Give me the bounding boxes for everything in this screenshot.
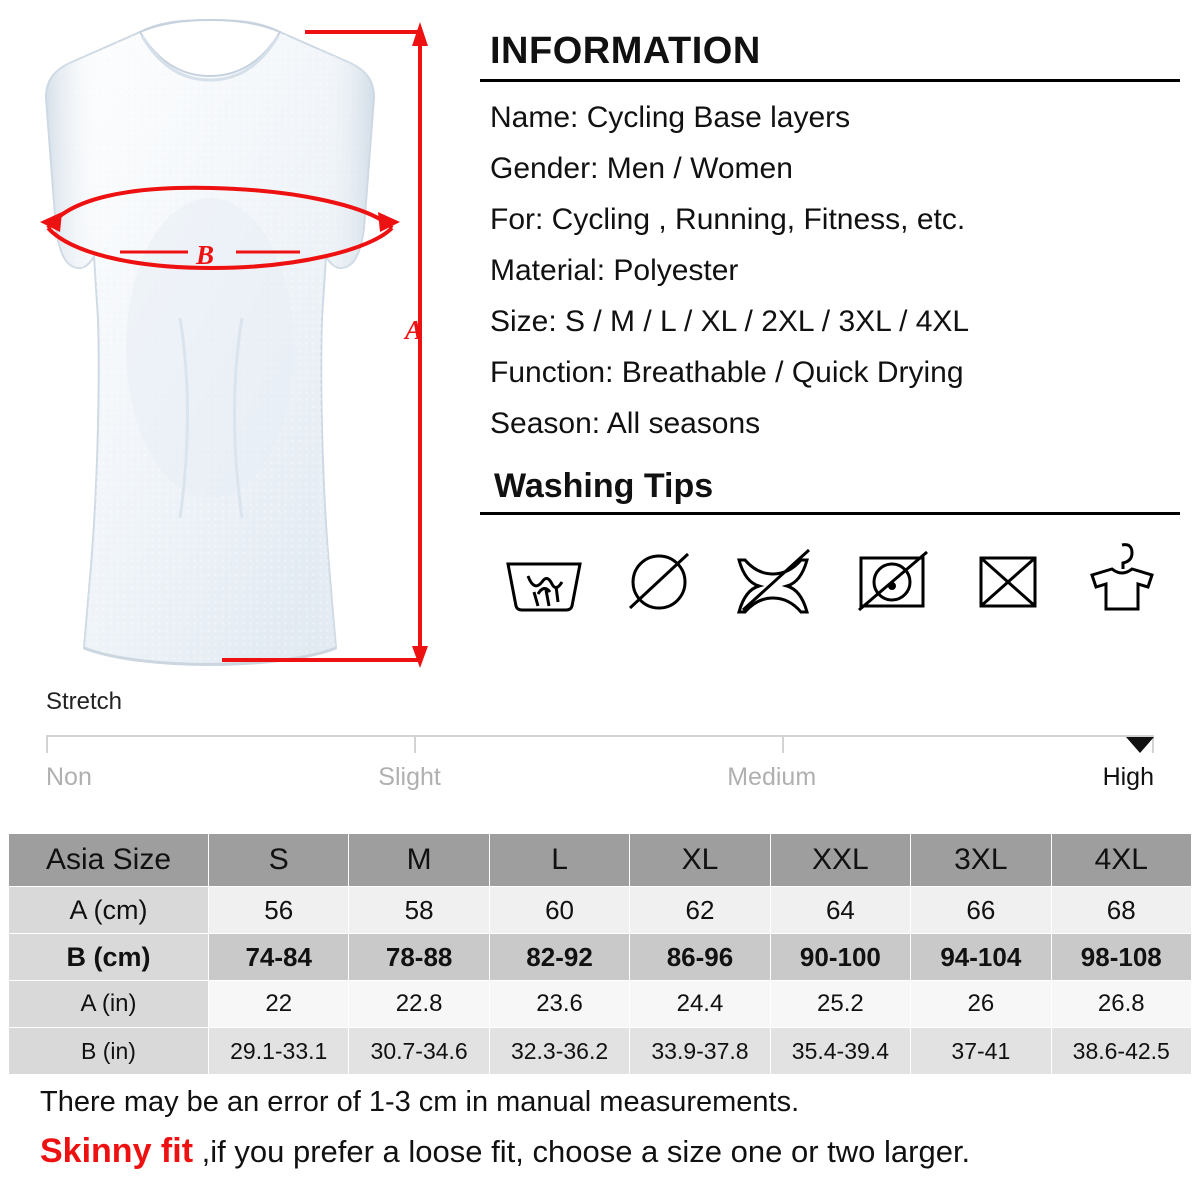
table-header-cell: 3XL	[911, 834, 1051, 887]
info-line-season: Season: All seasons	[490, 407, 761, 440]
table-cell: 38.6-42.5	[1051, 1028, 1191, 1075]
table-cell: 82-92	[489, 934, 629, 981]
divider	[480, 79, 1180, 82]
table-cell: 60	[489, 887, 629, 934]
stretch-selected-marker	[1126, 737, 1154, 753]
table-row	[9, 981, 1192, 1028]
information-list	[480, 92, 1180, 449]
do-not-tumble-dry-icon	[847, 542, 939, 614]
scale-label-high: High	[1102, 763, 1154, 791]
scale-label-medium: Medium	[727, 763, 817, 791]
information-pane	[470, 0, 1200, 720]
measure-label-a: A	[405, 315, 424, 345]
row-label: A (in)	[9, 981, 209, 1028]
scale-label-non: Non	[46, 763, 92, 791]
table-cell: 23.6	[489, 981, 629, 1028]
product-illustration-pane	[0, 0, 470, 720]
info-line-gender: Gender: Men / Women	[490, 152, 793, 185]
table-row	[9, 1028, 1192, 1075]
info-line-size: Size: S / M / L / XL / 2XL / 3XL / 4XL	[490, 305, 970, 338]
divider-2	[480, 512, 1180, 515]
table-header-row	[9, 834, 1192, 887]
do-not-bleach-icon	[616, 542, 702, 614]
hang-dry-in-shade-icon	[1078, 539, 1168, 617]
information-title: INFORMATION	[490, 30, 761, 72]
washing-icon-row	[480, 525, 1180, 617]
scale-labels	[46, 763, 1154, 792]
scale-label-slight: Slight	[378, 763, 441, 791]
table-cell: 30.7-34.6	[349, 1028, 489, 1075]
table-cell: 66	[911, 887, 1051, 934]
table-cell: 37-41	[911, 1028, 1051, 1075]
table-cell: 22.8	[349, 981, 489, 1028]
table-cell: 90-100	[770, 934, 910, 981]
scale-tick-non	[46, 735, 48, 753]
stretch-scale	[46, 735, 1154, 815]
table-cell: 56	[209, 887, 349, 934]
table-cell: 26	[911, 981, 1051, 1028]
table-cell: 94-104	[911, 934, 1051, 981]
scale-tick-slight	[414, 735, 416, 753]
table-cell: 58	[349, 887, 489, 934]
table-cell: 33.9-37.8	[630, 1028, 770, 1075]
skinny-fit-highlight: Skinny fit	[40, 1132, 194, 1170]
table-header-cell: M	[349, 834, 489, 887]
info-line-name: Name: Cycling Base layers	[490, 101, 851, 134]
hand-wash-icon	[498, 542, 590, 614]
info-line-for: For: Cycling , Running, Fitness, etc.	[490, 203, 966, 236]
table-cell: 29.1-33.1	[209, 1028, 349, 1075]
row-label: B (in)	[9, 1028, 209, 1075]
stretch-label: Stretch	[46, 688, 123, 715]
table-header-cell: XXL	[770, 834, 910, 887]
table-cell: 74-84	[209, 934, 349, 981]
table-cell: 78-88	[349, 934, 489, 981]
table-header-cell: XL	[630, 834, 770, 887]
scale-tick-medium	[782, 735, 784, 753]
table-cell: 24.4	[630, 981, 770, 1028]
table-cell: 68	[1051, 887, 1191, 934]
table-cell: 98-108	[1051, 934, 1191, 981]
row-label: B (cm)	[9, 934, 209, 981]
table-cell: 64	[770, 887, 910, 934]
table-header-cell: Asia Size	[9, 834, 209, 887]
table-cell: 22	[209, 981, 349, 1028]
table-row	[9, 934, 1192, 981]
table-header-cell: S	[209, 834, 349, 887]
scale-line	[46, 735, 1154, 737]
table-cell: 25.2	[770, 981, 910, 1028]
do-not-wring-icon	[729, 542, 821, 614]
measurement-error-note: There may be an error of 1-3 cm in manual measurements.	[40, 1086, 800, 1118]
table-cell: 35.4-39.4	[770, 1028, 910, 1075]
fit-note	[40, 1132, 970, 1171]
measure-label-b: B	[196, 240, 215, 270]
table-cell: 26.8	[1051, 981, 1191, 1028]
row-label: A (cm)	[9, 887, 209, 934]
table-row	[9, 887, 1192, 934]
sleeveless-base-layer-graphic	[30, 18, 390, 678]
table-header-cell: L	[489, 834, 629, 887]
table-cell: 86-96	[630, 934, 770, 981]
washing-tips-title: Washing Tips	[494, 467, 714, 505]
size-table	[8, 833, 1192, 1075]
fit-note-rest: ,if you prefer a loose fit, choose a size one or two larger.	[193, 1134, 971, 1169]
info-line-material: Material: Polyester	[490, 254, 739, 287]
do-not-dry-clean-icon	[966, 542, 1052, 614]
garment-image	[30, 18, 390, 678]
table-cell: 32.3-36.2	[489, 1028, 629, 1075]
table-cell: 62	[630, 887, 770, 934]
table-header-cell: 4XL	[1051, 834, 1191, 887]
info-line-function: Function: Breathable / Quick Drying	[490, 356, 964, 389]
